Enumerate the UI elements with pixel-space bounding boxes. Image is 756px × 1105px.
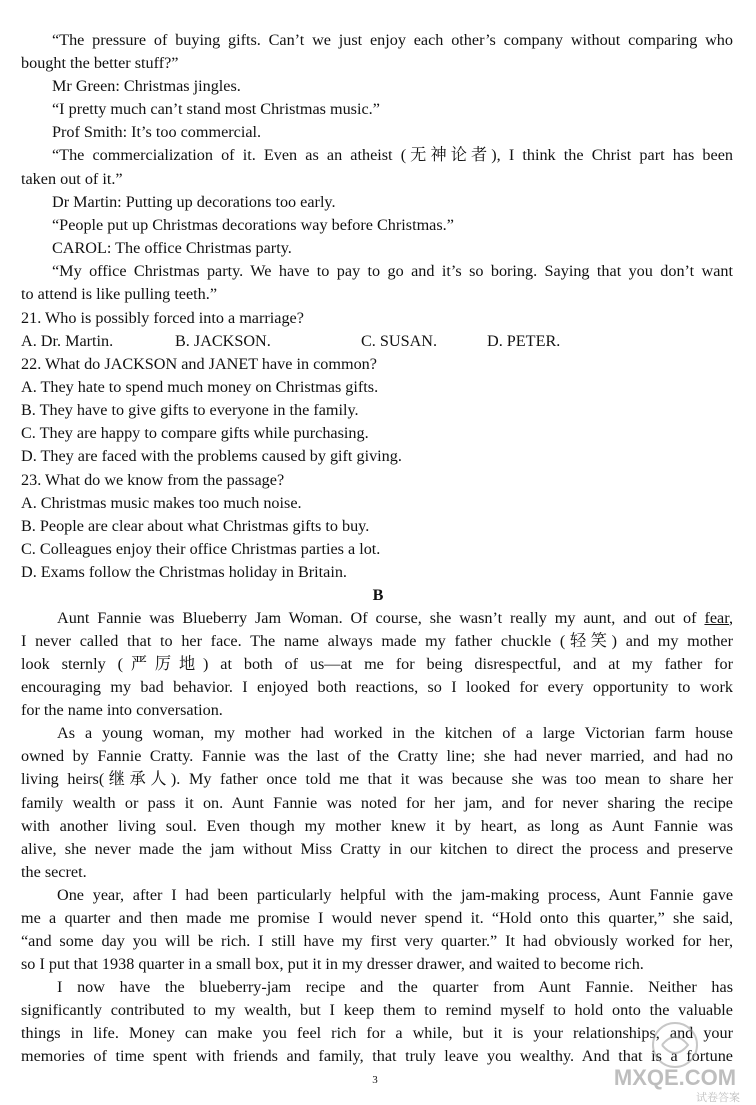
passage-line: significantly contributed to my wealth, but I keep them to remind myself to hold onto the valuable [21, 1001, 733, 1019]
passage-line: encouraging my bad behavior. I enjoyed both reactions, so I looked for every opportunity to work [21, 678, 733, 696]
passage-line: memories of time spent with friends and family, that truly leave you wealthy. And that is a fortune [21, 1047, 733, 1065]
question-23-option-a: A. Christmas music makes too much noise. [21, 494, 302, 512]
passage-line: me a quarter and then made me promise I would never spend it. “Hold onto this quarter,” she said, [21, 909, 733, 927]
dialogue-line: “I pretty much can’t stand most Christmas music.” [52, 100, 380, 118]
speaker-line: Dr Martin: Putting up decorations too early. [52, 193, 336, 211]
question-23-option-d: D. Exams follow the Christmas holiday in Britain. [21, 563, 347, 581]
passage-line: owned by Fannie Cratty. Fannie was the last of the Cratty line; she had never married, and had no [21, 747, 733, 765]
passage-line: living heirs(继承人). My father once told me that it was because she was too mean to share her [21, 770, 733, 788]
option-a: A. Dr. Martin. [21, 332, 114, 350]
passage-line: I never called that to her face. The name always made my father chuckle (轻笑) and my mother [21, 632, 733, 650]
underlined-word: fear [704, 609, 729, 627]
question-22-option-a: A. They hate to spend much money on Christmas gifts. [21, 378, 379, 396]
dialogue-line: to attend is like pulling teeth.” [21, 285, 218, 303]
question-22-option-b: B. They have to give gifts to everyone in the family. [21, 401, 359, 419]
passage-line: alive, she never made the jam without Miss Cratty in our kitchen to direct the process and preserve [21, 840, 733, 858]
passage-line: the secret. [21, 863, 87, 881]
passage-text: , [728, 609, 733, 627]
watermark-logo [600, 1015, 750, 1103]
question-23-option-c: C. Colleagues enjoy their office Christmas parties a lot. [21, 540, 381, 558]
dialogue-line: “People put up Christmas decorations way before Christmas.” [52, 216, 454, 234]
question-21-options [21, 330, 733, 353]
passage-line: look sternly (严厉地) at both of us—at me for being disrespectful, and at my father for [21, 655, 733, 673]
question-22-stem: 22. What do JACKSON and JANET have in common? [21, 355, 377, 373]
passage-line: with another living soul. Even though my mother knew it by heart, as long as Aunt Fannie was [21, 817, 733, 835]
question-23-stem: 23. What do we know from the passage? [21, 471, 285, 489]
option-d: D. PETER. [487, 332, 561, 350]
watermark-subtext: 试卷答案 [696, 1091, 740, 1103]
question-21-stem: 21. Who is possibly forced into a marriage? [21, 309, 304, 327]
dialogue-line: bought the better stuff?” [21, 54, 179, 72]
passage-line: things in life. Money can make you feel rich for a while, but it is your relationships, and your [21, 1024, 733, 1042]
watermark-text: MXQE.COM [613, 1065, 737, 1090]
passage-line: so I put that 1938 quarter in a small box, put it in my dresser drawer, and waited to become rich. [21, 955, 644, 973]
option-b: B. JACKSON. [175, 332, 271, 350]
passage-line: As a young woman, my mother had worked in the kitchen of a large Victorian farm house [57, 724, 733, 742]
passage-line: for the name into conversation. [21, 701, 223, 719]
watermark-circle [653, 1023, 697, 1067]
speaker-line: Mr Green: Christmas jingles. [52, 77, 241, 95]
dialogue-line: “The commercialization of it. Even as an atheist (无神论者), I think the Christ part has been [52, 146, 733, 164]
passage-line: family wealth or pass it on. Aunt Fannie was noted for her jam, and for never sharing the recipe [21, 794, 733, 812]
section-heading: B [372, 586, 384, 604]
question-23-option-b: B. People are clear about what Christmas gifts to buy. [21, 517, 370, 535]
speaker-line: CAROL: The office Christmas party. [52, 239, 292, 257]
passage-line: One year, after I had been particularly helpful with the jam-making process, Aunt Fannie gave [57, 886, 733, 904]
question-22-option-c: C. They are happy to compare gifts while purchasing. [21, 424, 369, 442]
watermark-swirl [662, 1037, 688, 1053]
passage-line [57, 607, 733, 630]
page-number: 3 [372, 1074, 378, 1086]
passage-line: I now have the blueberry-jam recipe and the quarter from Aunt Fannie. Neither has [57, 978, 733, 996]
passage-text: Aunt Fannie was Blueberry Jam Woman. Of course, she wasn’t really my aunt, and out of [57, 609, 705, 627]
dialogue-line: taken out of it.” [21, 170, 123, 188]
passage-line: “and some day you will be rich. I still have my first very quarter.” It had obviously worked for her, [21, 932, 733, 950]
question-22-option-d: D. They are faced with the problems caused by gift giving. [21, 447, 402, 465]
dialogue-line: “The pressure of buying gifts. Can’t we just enjoy each other’s company without comparing who [52, 31, 733, 49]
option-c: C. SUSAN. [361, 332, 438, 350]
speaker-line: Prof Smith: It’s too commercial. [52, 123, 262, 141]
dialogue-line: “My office Christmas party. We have to pay to go and it’s so boring. Saying that you don’t want [52, 262, 733, 280]
